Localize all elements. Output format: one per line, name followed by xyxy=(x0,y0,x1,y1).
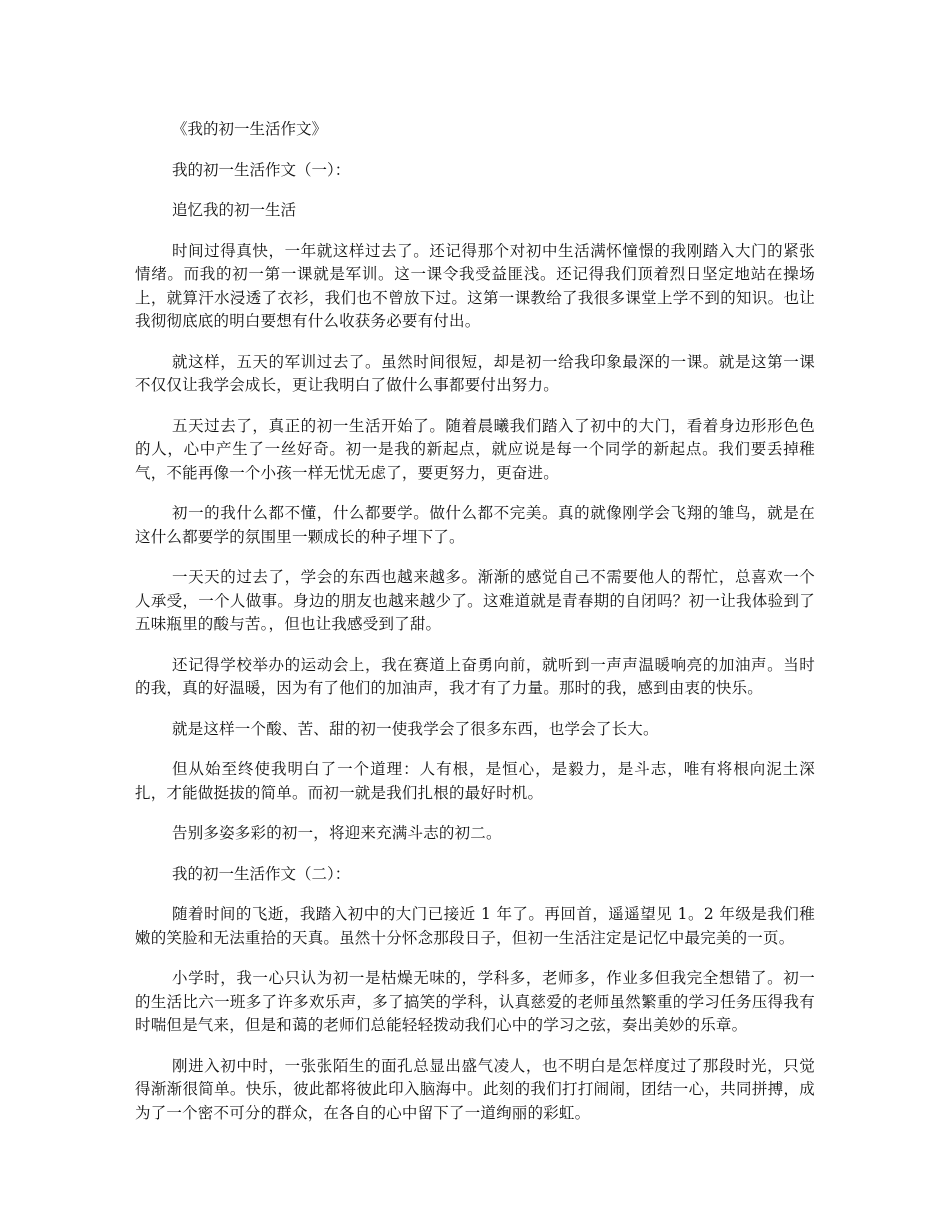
paragraph: 一天天的过去了，学会的东西也越来越多。渐渐的感觉自己不需要他人的帮忙，总喜欢一个人承受，一个人做事。身边的朋友也越来越少了。这难道就是青春期的自闭吗？初一让我体验到了五味瓶里的酸与苦。，但也让我感受到了甜。 xyxy=(135,568,815,633)
paragraph: 时间过得真快，一年就这样过去了。还记得那个对初中生活满怀憧憬的我刚踏入大门的紧张情绪。而我的初一第一课就是军训。这一课令我受益匪浅。还记得我们顶着烈日坚定地站在操场上，就算汗水浸透了衣衫，我们也不曾放下过。这第一课教给了我很多课堂上学不到的知识。也让我彻彻底底的明白要想有什么收获务必要有付出。 xyxy=(135,241,815,330)
paragraph: 刚进入初中时，一张张陌生的面孔总显出盛气凌人，也不明白是怎样度过了那段时光，只觉得渐渐很简单。快乐，彼此都将彼此印入脑海中。此刻的我们打打闹闹，团结一心，共同拼搏，成为了一个密不可分的群众，在各自的心中留下了一道绚丽的彩虹。 xyxy=(135,1056,815,1122)
document-page xyxy=(135,118,815,1142)
paragraph: 就是这样一个酸、苦、甜的初一使我学会了很多东西，也学会了长大。 xyxy=(172,719,659,738)
paragraph: 还记得学校举办的运动会上，我在赛道上奋勇向前，就听到一声声温暖响亮的加油声。当时的我，真的好温暖，因为有了他们的加油声，我才有了力量。那时的我，感到由衷的快乐。 xyxy=(135,655,815,697)
section-1-subtitle: 追忆我的初一生活 xyxy=(172,201,297,219)
paragraph: 随着时间的飞逝，我踏入初中的大门已接近 1 年了。再回首，遥遥望见 1。2 年级是我们稚嫩的笑脸和无法重拾的天真。虽然十分怀念那段日子，但初一生活注定是记忆中最完美的一页。 xyxy=(135,905,815,947)
paragraph: 但从始至终使我明白了一个道理：人有根，是恒心，是毅力，是斗志，唯有将根向泥土深扎，才能做挺拔的简单。而初一就是我们扎根的最好时机。 xyxy=(135,760,815,802)
paragraph: 初一的我什么都不懂，什么都要学。做什么都不完美。真的就像刚学会飞翔的雏鸟，就是在这什么都要学的氛围里一颗成长的种子埋下了。 xyxy=(135,504,815,546)
paragraph: 小学时，我一心只认为初一是枯燥无味的，学科多，老师多，作业多但我完全想错了。初一的生活比六一班多了许多欢乐声，多了搞笑的学科，认真慈爱的老师虽然繁重的学习任务压得我有时喘但是气来，但是和蔼的老师们总能轻轻拨动我们心中的学习之弦，奏出美妙的乐章。 xyxy=(135,969,815,1034)
section-1-heading: 我的初一生活作文（一）： xyxy=(172,160,351,179)
paragraph: 就这样，五天的军训过去了。虽然时间很短，却是初一给我印象最深的一课。就是这第一课不仅仅让我学会成长，更让我明白了做什么事都要付出努力。 xyxy=(135,352,815,394)
paragraph: 告别多姿多彩的初一，将迎来充满斗志的初二。 xyxy=(172,824,502,842)
document-title: 《我的初一生活作文》 xyxy=(172,120,328,138)
paragraph: 五天过去了，真正的初一生活开始了。随着晨曦我们踏入了初中的大门，看着身边形形色色的人，心中产生了一丝好奇。初一是我的新起点，就应说是每一个同学的新起点。我们要丢掉稚气，不能再像一个小孩一样无忧无虑了，要更努力，更奋进。 xyxy=(135,416,815,482)
section-2-heading: 我的初一生活作文（二）： xyxy=(172,864,351,883)
